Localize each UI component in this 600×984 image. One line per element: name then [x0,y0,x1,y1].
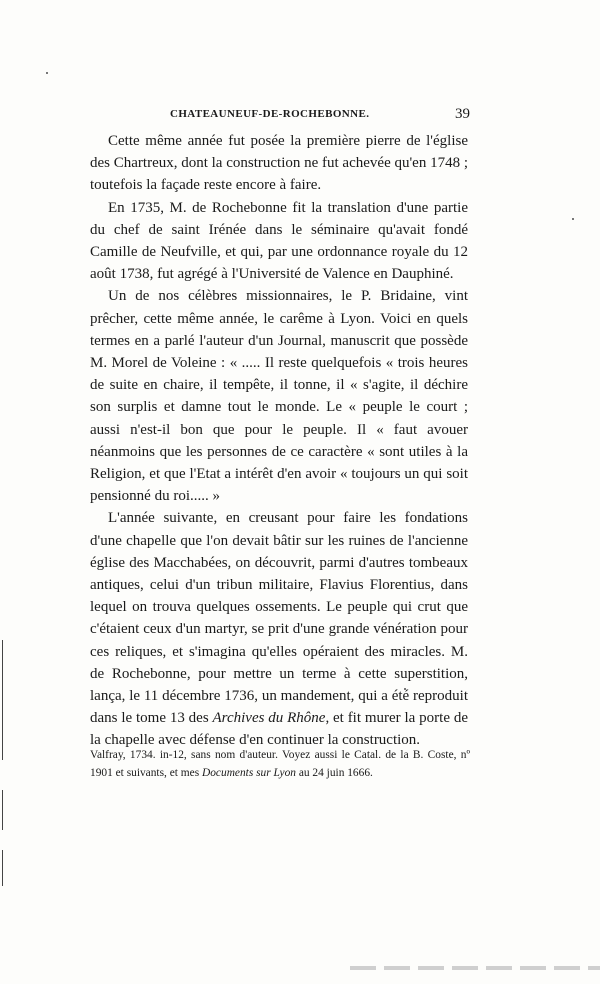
paragraph-1: Cette même année fut posée la première pierre de l'église des Chartreux, dont la construction ne fut achevée qu'en 1748 ; toutefois la façade reste encore à faire. [90,133,469,194]
body-text [90,130,468,752]
page-speck [572,218,574,220]
paragraph-3: Un de nos célèbres missionnaires, le P. Bridaine, vint prêcher, cette même année, le carême à Lyon. Voici en quels termes en a parlé l'auteur d'un Journal, manuscrit que possède M. Morel de Voleine : « ..... Il reste quelquefois « trois heures de suite en chaire, il tempête, il tonne, il « s'agite, il déchire son surplis et damne tout le monde. Le « peuple le court ; aussi n'est-il bon que pour le peuple. Il « faut avouer néanmoins que les personnes de ce caractère « sont utiles à la Religion, et que l'Etat a intérêt d'en avoir « toujours un qui soit pensionné du roi..... » [90,288,468,505]
footnote-text [90,746,470,782]
archives-title: Archives du Rhône [212,710,326,727]
left-margin-mark [2,640,3,760]
paragraph-2: En 1735, M. de Rochebonne fit la translation d'une partie du chef de saint Irénée dans le séminaire qu'avait fondé Camille de Neufville, et qui, par une ordonnance royale du 12 août 1738, fut agrégé à l'Université de Valence en Dauphiné. [90,199,468,283]
paragraph-4-end: , et fit murer la porte de la chapelle avec défense d'en continuer la construction. [90,710,468,749]
scan-artifact [350,966,600,970]
page-speck [46,72,48,74]
paragraph-4 [90,507,468,751]
footnote [90,746,470,782]
paragraph-4-start: L'année suivante, en creusant pour faire les fondations d'une chapelle que l'on devait bâtir sur les ruines de l'ancienne église des Macchabées, on découvrit, parmi d'autres tombeaux antiques, celui d'un tribun militaire, Flavius Florentius, dans lequel on trouva quelques ossements. Le peuple qui crut que c'étaient ceux d'un martyr, se prit d'une grande vénération pour ces reliques, et s'imagina qu'elles opéraient des miracles. M. de Rochebonne, pour mettre un terme à cette superstition, lança, le 11 décembre 1736, un mandement, qui a été reproduit dans le tome 13 des [90,510,468,727]
left-margin-mark [2,790,3,830]
page-number: 39 [455,106,470,122]
page-header [170,106,470,126]
left-margin-mark [2,850,3,886]
running-head: CHATEAUNEUF-DE-ROCHEBONNE. [170,108,370,120]
footnote-start: Valfray, 1734. in-12, sans nom d'auteur. Voyez aussi le Catal. de la B. Coste, nº 1901 et suivants, et mes [90,749,470,779]
documents-title: Documents sur Lyon [202,767,296,779]
footnote-end: au 24 juin 1666. [298,767,373,779]
